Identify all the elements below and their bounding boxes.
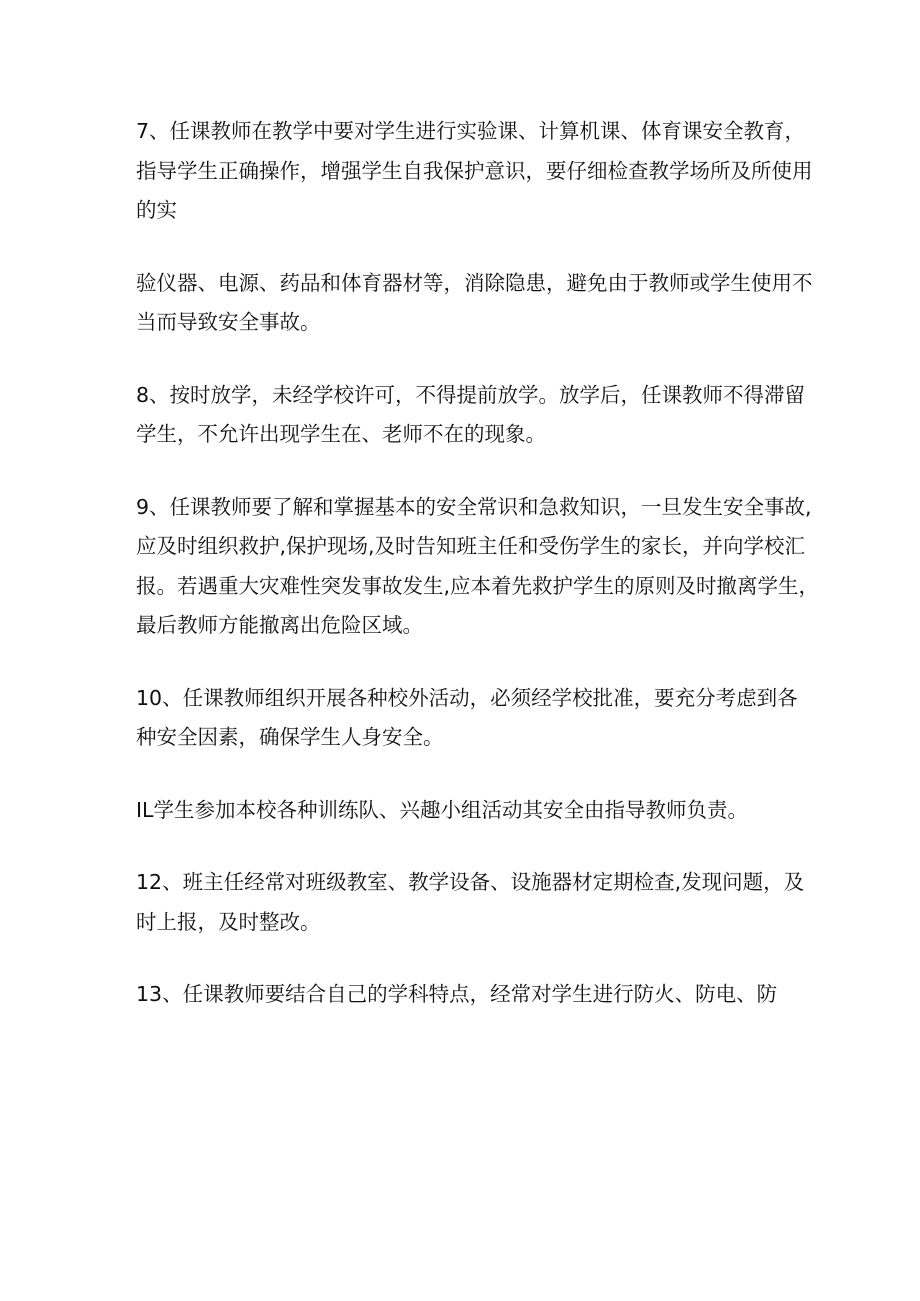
text-line: 10、任课教师组织开展各种校外活动，必须经学校批准，要充分考虑到各	[136, 685, 798, 710]
text-line: 最后教师方能撤离出危险区域。	[136, 613, 423, 637]
document-body	[136, 112, 820, 1048]
text-line: 8、按时放学，未经学校许可，不得提前放学。放学后，任课教师不得滞留	[136, 382, 806, 407]
paragraph-7	[136, 112, 813, 231]
text-line: IL学生参加本校各种训练队、兴趣小组活动其安全由指导教师负责。	[136, 797, 748, 822]
paragraph-13	[136, 975, 806, 1015]
text-line: 验仪器、电源、药品和体育器材等，消除隐患，避免由于教师或学生使用不	[136, 270, 813, 295]
text-line: 报。若遇重大灾难性突发事故发生,应本着先救护学生的原则及时撤离学生，	[136, 573, 820, 598]
text-line: 时上报，及时整改。	[136, 909, 321, 934]
text-line: 的实	[136, 198, 177, 222]
paragraph-10	[136, 679, 806, 758]
text-line: 7、任课教师在教学中要对学生进行实验课、计算机课、体育课安全教育，	[136, 119, 806, 143]
text-line: 9、任课教师要了解和掌握基本的安全常识和急救知识，一旦发生安全事故,	[136, 494, 812, 519]
text-line: 13、任课教师要结合自己的学科特点，经常对学生进行防火、防电、防	[136, 982, 778, 1006]
paragraph-9	[136, 488, 820, 646]
text-line: 种安全因素，确保学生人身安全。	[136, 725, 444, 749]
paragraph-11	[136, 791, 806, 831]
text-line: 学生，不允许出现学生在、老师不在的现象。	[136, 422, 546, 446]
text-line: 应及时组织救护,保护现场,及时告知班主任和受伤学生的家长，并向学校汇	[136, 534, 806, 558]
paragraph-7-continued	[136, 264, 813, 343]
paragraph-12	[136, 863, 806, 942]
text-line: 当而导致安全事故。	[136, 310, 321, 334]
text-line: 12、班主任经常对班级教室、教学设备、设施器材定期检查,发现问题，及	[136, 870, 805, 894]
text-line: 指导学生正确操作，增强学生自我保护意识，要仔细检查教学场所及所使用	[136, 158, 813, 183]
paragraph-8	[136, 376, 806, 455]
